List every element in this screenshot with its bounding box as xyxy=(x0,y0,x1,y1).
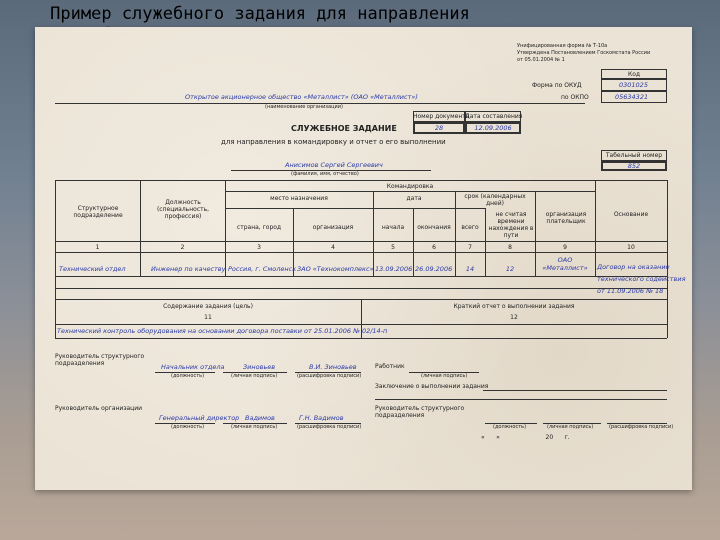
okpo-label: по ОКПО xyxy=(561,94,589,101)
col-num-12: 12 xyxy=(510,314,518,321)
row-department: Технический отдел xyxy=(59,265,126,273)
row-basis-3: от 11.09.2006 № 18 xyxy=(597,287,664,295)
row-basis-1: Договор на оказание xyxy=(597,263,670,271)
employee-caption: (фамилия, имя, отчество) xyxy=(291,171,359,177)
col-payer: организация плательщик xyxy=(545,211,587,225)
org-head-name: Г.Н. Вадимов xyxy=(299,414,344,422)
col-num-6: 6 xyxy=(432,244,436,251)
row-not-counting: 12 xyxy=(505,265,515,273)
tab-number-value: 852 xyxy=(627,162,641,170)
caption-position-2: (должность) xyxy=(171,424,205,430)
doc-subtitle: для направления в командировку и отчет о его выполнении xyxy=(221,138,446,146)
okpo-value: 05634321 xyxy=(615,93,649,101)
caption-signature-2: (личная подпись) xyxy=(231,424,278,430)
row-position: Инженер по качеству xyxy=(151,265,226,273)
caption-fullname-2: (расшифровка подписи) xyxy=(297,424,362,430)
col-not-counting: не считая времени нахождения в пути xyxy=(488,211,534,239)
row-payer: ОАО «Металлист» xyxy=(542,256,588,272)
assignment-content: Технический контроль оборудования на основании договора поставки от 25.01.2006 № 02/14-п xyxy=(57,327,388,335)
caption-signature-1: (личная подпись) xyxy=(231,373,278,379)
row-country: Россия, г. Смоленск xyxy=(228,265,297,273)
col-num-4: 4 xyxy=(331,244,335,251)
dept-head-signature: Зиновьев xyxy=(243,363,276,371)
col-num-8: 8 xyxy=(508,244,512,251)
form-note-line-2: Утверждена Постановлением Госкомстата России xyxy=(517,50,651,56)
caption-position-1: (должность) xyxy=(171,373,205,379)
caption-fullname-3: (расшифровка подписи) xyxy=(609,424,674,430)
row-total: 14 xyxy=(465,265,475,273)
row-end: 26.09.2006 xyxy=(415,265,453,273)
doc-date: 12.09.2006 xyxy=(474,124,512,132)
trip-header: Командировка xyxy=(386,183,434,190)
dept-head-position: Начальник отдела xyxy=(161,363,225,371)
doc-title: СЛУЖЕБНОЕ ЗАДАНИЕ xyxy=(291,124,397,133)
col-num-11: 11 xyxy=(204,314,212,321)
term-header: срок (календарных дней) xyxy=(464,193,526,207)
content-header: Содержание задания (цель) xyxy=(163,303,253,310)
okud-value: 0301025 xyxy=(619,81,648,89)
col-num-10: 10 xyxy=(627,244,635,251)
col-country: страна, город xyxy=(236,224,282,231)
date-header: дата xyxy=(406,195,422,202)
col-num-1: 1 xyxy=(95,244,100,251)
col-basis: Основание xyxy=(613,211,649,218)
col-department: Структурное подразделение xyxy=(73,205,123,219)
tab-number-label: Табельный номер xyxy=(605,152,663,159)
form-note-line-3: от 05.01.2004 № 1 xyxy=(517,57,565,63)
worker-caption: (личная подпись) xyxy=(421,373,468,379)
doc-number: 28 xyxy=(434,124,444,132)
form-note-line-1: Унифицированная форма № Т-10а xyxy=(517,43,608,49)
dept-head-name: В.И. Зиновьев xyxy=(309,363,357,371)
col-total: всего xyxy=(461,224,479,231)
slide-title: Пример служебного задания для направления xyxy=(50,4,470,24)
row-organization: ЗАО «Технокомплекс» xyxy=(297,265,374,273)
organization-caption: (наименование организации) xyxy=(265,104,343,110)
dept-head-label: Руководитель структурного подразделения xyxy=(55,353,145,367)
col-num-3: 3 xyxy=(257,244,261,251)
caption-position-3: (должность) xyxy=(493,424,527,430)
col-num-2: 2 xyxy=(180,244,185,251)
col-num-7: 7 xyxy=(468,244,472,251)
doc-date-label: Дата составления xyxy=(465,113,523,120)
doc-number-label: Номер документа xyxy=(413,113,470,120)
document-form xyxy=(35,27,692,490)
okud-label: Форма по ОКУД xyxy=(532,82,582,89)
col-position: Должность (специальность, профессия) xyxy=(156,199,210,220)
worker-label: Работник xyxy=(375,363,405,370)
col-end: окончания xyxy=(417,224,451,231)
caption-signature-3: (личная подпись) xyxy=(547,424,594,430)
caption-fullname-1: (расшифровка подписи) xyxy=(297,373,362,379)
col-organization: организация xyxy=(312,224,354,231)
organization-name: Открытое акционерное общество «Металлист» (ОАО «Металлист») xyxy=(185,93,418,101)
dept-head2-label: Руководитель структурного подразделения xyxy=(375,405,465,419)
org-head-label: Руководитель организации xyxy=(55,405,143,412)
col-num-5: 5 xyxy=(391,244,395,251)
date-line: « » 20 г. xyxy=(481,434,570,441)
row-basis-2: технического содействия xyxy=(597,275,686,283)
org-head-signature: Вадимов xyxy=(245,414,275,422)
col-start: начала xyxy=(381,224,405,231)
destination-header: место назначения xyxy=(270,195,328,202)
org-head-position: Генеральный директор xyxy=(159,414,240,422)
col-num-9: 9 xyxy=(563,244,567,251)
report-header: Краткий отчет о выполнении задания xyxy=(453,303,575,310)
code-label: Код xyxy=(627,71,641,78)
conclusion-label: Заключение о выполнении задания xyxy=(375,383,489,390)
employee-name: Анисимов Сергей Сергеевич xyxy=(285,161,383,169)
row-start: 13.09.2006 xyxy=(375,265,413,273)
